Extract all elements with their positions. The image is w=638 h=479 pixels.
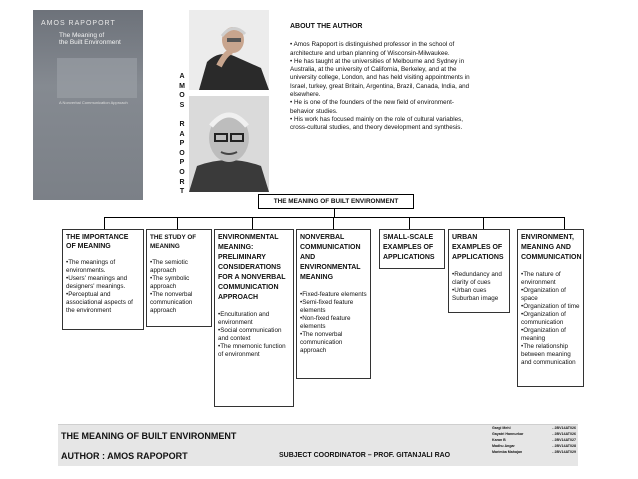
column-item: •Fixed-feature elements [300, 291, 367, 298]
column-nonverbal-communication [296, 229, 371, 379]
column-item: •Organization of meaning [521, 327, 566, 342]
about-author-section [290, 23, 470, 133]
name-letter: O [179, 92, 185, 100]
tree-drop-6 [483, 217, 484, 229]
author-photo-portrait [189, 96, 269, 192]
column-items [452, 271, 506, 303]
name-letter: A [179, 73, 185, 80]
column-item: •The meanings of environments. [66, 259, 116, 274]
name-letter: A [179, 130, 185, 138]
name-letter: P [179, 140, 185, 148]
column-environmental-meaning [214, 229, 294, 407]
column-heading: THE IMPORTANCE OF MEANING [66, 234, 129, 250]
column-item: •Organization of communication [521, 311, 566, 326]
about-bullet: • He is one of the founders of the new field of environment-behavior studies. [290, 99, 454, 115]
book-cover-art [57, 58, 137, 98]
name-letter: O [179, 149, 185, 157]
column-item: •The mnemonic function of environment [218, 343, 286, 358]
member-name: Gayatri Hannurkar [492, 432, 524, 436]
member-id: - 2BV14AT027 [552, 438, 576, 442]
member-name: Karan B [492, 438, 506, 442]
name-letter: P [179, 159, 185, 167]
column-items [300, 291, 367, 355]
about-bullet: • He has taught at the universities of Melbourne and Sydney in Australia, at the university of California, Berkeley, and at the university college, London, and has held visiting appointments in Israel, turkey, great Britain, Argentina, Brazil, Canada, India, and elsewhere. [290, 57, 470, 99]
group-members-list [492, 425, 576, 455]
column-item: •Organization of time [521, 303, 580, 310]
name-letter: R [179, 120, 185, 128]
column-items [521, 271, 580, 367]
tree-drop-1 [104, 217, 105, 229]
member-name: Marimba Mahajan [492, 450, 523, 454]
name-letter: O [179, 168, 185, 176]
column-urban-examples [448, 229, 510, 313]
column-item: •Organization of space [521, 287, 566, 302]
tree-horizontal-line [104, 217, 565, 218]
member-id: - 2BV14AT028 [552, 444, 576, 448]
column-item: •Redundancy and clarity of cues [452, 271, 502, 286]
column-heading: NONVERBAL COMMUNICATION AND ENVIRONMENTAL MEANING [300, 234, 361, 281]
tree-drop-7 [564, 217, 565, 229]
column-small-scale-examples [379, 229, 445, 269]
column-item: •Enculturation and environment [218, 311, 270, 326]
member-row [492, 449, 576, 455]
member-name: Madhu Angar [492, 444, 515, 448]
column-study-of-meaning [146, 229, 212, 327]
book-author: AMOS RAPOPORT [41, 20, 116, 27]
book-title-line2: the Built Environment [59, 39, 121, 46]
column-heading: SMALL-SCALE EXAMPLES OF APPLICATIONS [383, 234, 435, 261]
column-item: •Urban cues [452, 287, 487, 294]
name-letter: T [179, 188, 185, 196]
center-title-box: THE MEANING OF BUILT ENVIRONMENT [258, 194, 414, 209]
tree-drop-5 [409, 217, 410, 229]
column-heading: URBAN EXAMPLES OF APPLICATIONS [452, 234, 504, 261]
column-heading: ENVIRONMENTAL MEANING: PRELIMINARY CONSIDERATIONS FOR A NONVERBAL COMMUNICATION APPROACH [218, 234, 286, 301]
tree-drop-4 [333, 217, 334, 229]
book-title-line1: The Meaning of [59, 32, 105, 39]
about-bullets [290, 41, 470, 132]
column-item: •The semiotic approach [150, 259, 188, 274]
book-subtitle: A Nonverbal Communication Approach [59, 100, 128, 105]
author-photo-thinking [189, 10, 269, 90]
member-id: - 2BV14AT029 [552, 450, 576, 454]
about-bullet: • His work has focused mainly on the role of cultural variables, cross-cultural studies, and theory development and synthesis. [290, 115, 463, 132]
column-items [218, 311, 290, 359]
column-item: •The nonverbal communication approach [300, 331, 343, 354]
column-item: Suburban image [452, 295, 499, 302]
column-importance-of-meaning [62, 229, 144, 330]
tree-drop-2 [177, 217, 178, 229]
member-id: - 2BV14AT026 [552, 426, 576, 430]
column-item: •The nature of environment [521, 271, 561, 286]
name-letter [172, 110, 192, 120]
column-environment-meaning-communication [517, 229, 584, 387]
book-cover-image [33, 10, 143, 200]
column-item: •Non-fixed feature elements [300, 315, 351, 330]
name-letter: S [179, 101, 185, 109]
tree-drop-3 [252, 217, 253, 229]
tree-stem-line [334, 209, 335, 217]
vertical-author-name [172, 72, 192, 197]
column-item: •Perceptual and associational aspects of the environment [66, 291, 133, 314]
column-item: •Semi-fixed feature elements [300, 299, 354, 314]
book-title [59, 32, 121, 46]
column-heading: ENVIRONMENT, MEANING AND COMMUNICATION [521, 234, 582, 261]
name-letter: M [179, 82, 185, 90]
footer-author: AUTHOR : AMOS RAPOPORT [61, 451, 188, 461]
column-item: •The nonverbal communication approach [150, 291, 193, 314]
column-heading: THE STUDY OF MEANING [150, 234, 197, 250]
member-id: - 2BV14AT026 [552, 432, 576, 436]
column-item: •Users' meanings and designers' meanings. [66, 275, 128, 290]
column-items [66, 259, 140, 315]
member-name: Gargi Mehl [492, 426, 511, 430]
column-items [150, 259, 208, 315]
column-item: •The relationship between meaning and communication [521, 343, 576, 366]
about-bullet: • Amos Rapoport is distinguished professor in the school of architecture and urban planning of Wisconsin-Milwaukee. [290, 41, 455, 57]
footer-coordinator: SUBJECT COORDINATOR – PROF. GITANJALI RAO [279, 452, 451, 459]
column-item: •Social communication and context [218, 327, 282, 342]
column-item: •The symbolic approach [150, 275, 190, 290]
about-heading: ABOUT THE AUTHOR [290, 23, 363, 30]
footer-title: THE MEANING OF BUILT ENVIRONMENT [61, 431, 237, 441]
name-letter: R [179, 178, 185, 186]
